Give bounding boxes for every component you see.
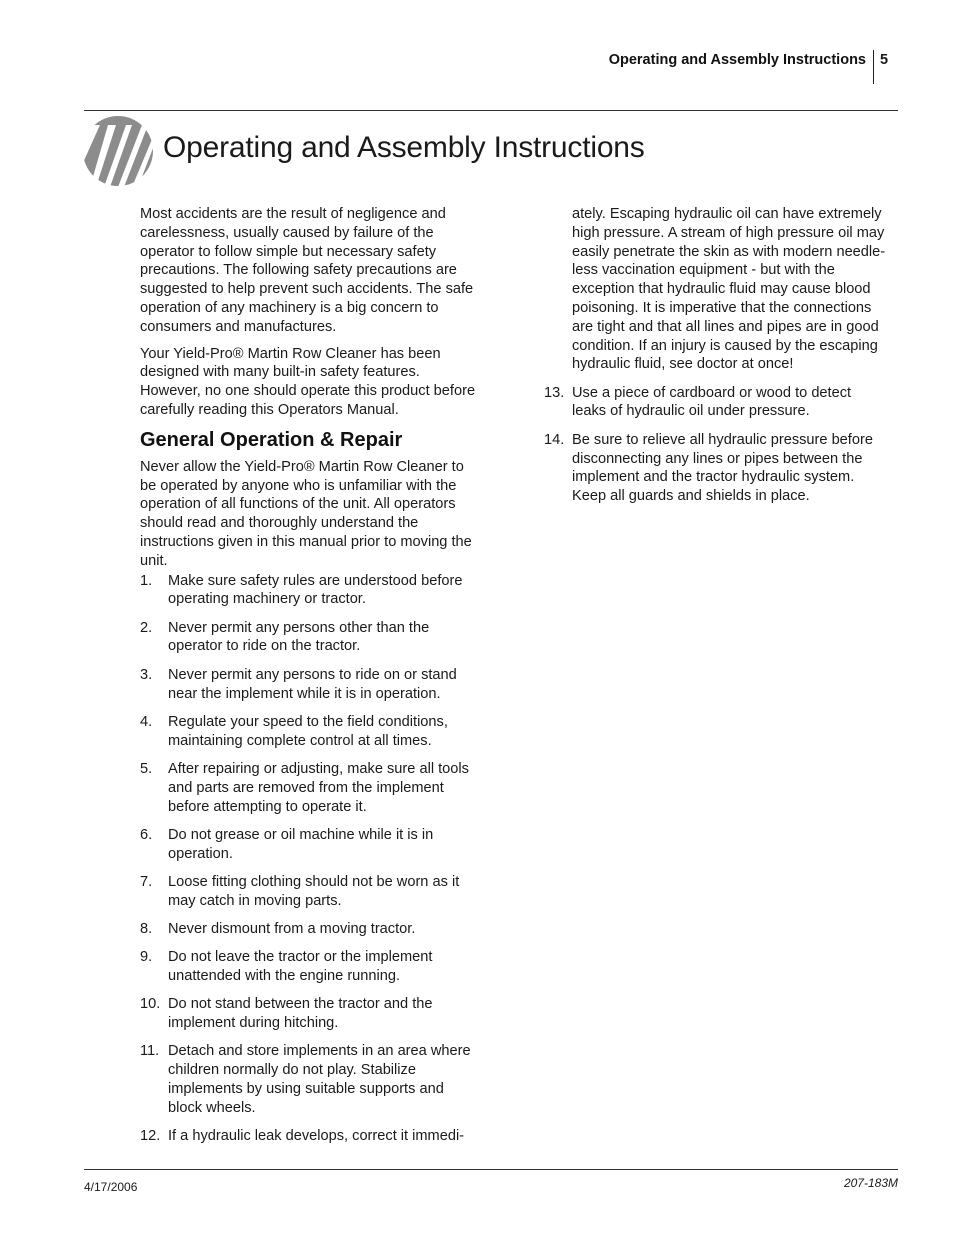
list-item-text: Never permit any persons to ride on or stand near the implement while it is in operation.	[168, 666, 457, 702]
running-header-title: Operating and Assembly Instructions	[608, 52, 866, 68]
list-item	[544, 384, 889, 422]
list-item-number: 8.	[140, 921, 153, 937]
list-item-number: 6.	[140, 826, 153, 843]
list-item	[140, 995, 478, 1033]
list-item-text: Use a piece of cardboard or wood to detect leaks of hydraulic oil under pressure.	[572, 384, 852, 420]
list-item-text: Do not grease or oil machine while it is in operation.	[168, 826, 434, 862]
list-item	[140, 619, 478, 657]
intro-paragraph-2: Your Yield-Pro® Martin Row Cleaner has been designed with many built-in safety features. However, no one should operate this product before carefully reading this Operators Manual.	[140, 345, 476, 418]
list-item-text: Detach and store implements in an area where children normally do not play. Stabilize implements by using suitable supports and block wheels.	[168, 1043, 471, 1116]
list-item-text: Do not stand between the tractor and the implement during hitching.	[168, 996, 433, 1032]
list-item	[140, 666, 478, 704]
list-item-number: 11.	[140, 1043, 160, 1060]
list-item-text: Loose fitting clothing should not be worn as it may catch in moving parts.	[168, 873, 460, 909]
list-item-text: Never permit any persons other than the operator to ride on the tractor.	[168, 619, 430, 655]
list-item	[140, 920, 478, 939]
list-item-number: 5.	[140, 760, 153, 777]
striped-circle-logo-icon	[82, 115, 154, 187]
intro-paragraph-1: Most accidents are the result of negligence and carelessness, usually caused by failure of the operator to follow simple but necessary safety precautions. The following safety precautions are suggested to help prevent such accidents. The safe operation of any machinery is a big concern to consumers and manufactures.	[140, 206, 474, 335]
list-item-number: 7.	[140, 873, 153, 890]
right-column	[544, 205, 889, 515]
list-item-number: 13.	[544, 384, 565, 401]
list-item	[140, 760, 478, 816]
safety-list-right	[544, 384, 889, 506]
bottom-rule	[84, 1169, 898, 1170]
list-item-text: Be sure to relieve all hydraulic pressure before disconnecting any lines or pipes between the implement and the tractor hydraulic system. Keep all guards and shields in place.	[572, 431, 873, 505]
list-item	[140, 713, 478, 751]
list-item-text: Never dismount from a moving tractor.	[168, 921, 416, 937]
list-item-number: 4.	[140, 713, 153, 730]
list-item	[140, 572, 478, 610]
list-item-text: Do not leave the tractor or the implement unattended with the engine running.	[168, 949, 433, 985]
header-separator	[873, 50, 874, 84]
footer-doc-number: 207-183M	[843, 1176, 898, 1190]
top-rule	[84, 110, 898, 111]
safety-list-left	[140, 572, 478, 1146]
list-item-number: 12.	[140, 1128, 161, 1145]
page-number: 5	[880, 52, 889, 68]
list-item	[140, 826, 478, 864]
list-item-text: After repairing or adjusting, make sure all tools and parts are removed from the implement before attempting to operate it.	[168, 760, 469, 815]
list-item-number: 3.	[140, 666, 153, 683]
list-item-number: 14.	[544, 431, 565, 448]
left-column	[140, 205, 478, 1155]
list-item-number: 2.	[140, 619, 153, 636]
list-item	[140, 1127, 478, 1146]
list-item	[140, 1042, 478, 1117]
list-item-text: If a hydraulic leak develops, correct it immedi-	[168, 1128, 465, 1145]
section-heading: General Operation & Repair	[140, 428, 403, 451]
list-item	[140, 873, 478, 911]
footer-date: 4/17/2006	[84, 1180, 138, 1194]
list-item-number: 10.	[140, 996, 161, 1013]
list-item	[140, 948, 478, 986]
list-item-number: 1.	[140, 572, 153, 589]
item-12-continuation: ately. Escaping hydraulic oil can have extremely high pressure. A stream of high pressure oil may easily penetrate the skin as with modern needle-less vaccination equipment - but with the exception that hydraulic fluid may cause blood poisoning. It is imperative that the connections are tight and that all lines and pipes are in good condition. If an injury is caused by the escaping hydraulic fluid, see doctor at once!	[572, 206, 886, 373]
list-item-text: Make sure safety rules are understood before operating machinery or tractor.	[168, 572, 463, 608]
list-item-text: Regulate your speed to the field conditions, maintaining complete control at all times.	[168, 713, 448, 749]
page-title: Operating and Assembly Instructions	[163, 131, 645, 164]
list-item-number: 9.	[140, 949, 153, 966]
section-paragraph: Never allow the Yield-Pro® Martin Row Cleaner to be operated by anyone who is unfamiliar with the operation of all functions of the unit. All operators should read and thoroughly understand the instructions given in this manual prior to moving the unit.	[140, 458, 472, 569]
list-item	[544, 431, 889, 506]
